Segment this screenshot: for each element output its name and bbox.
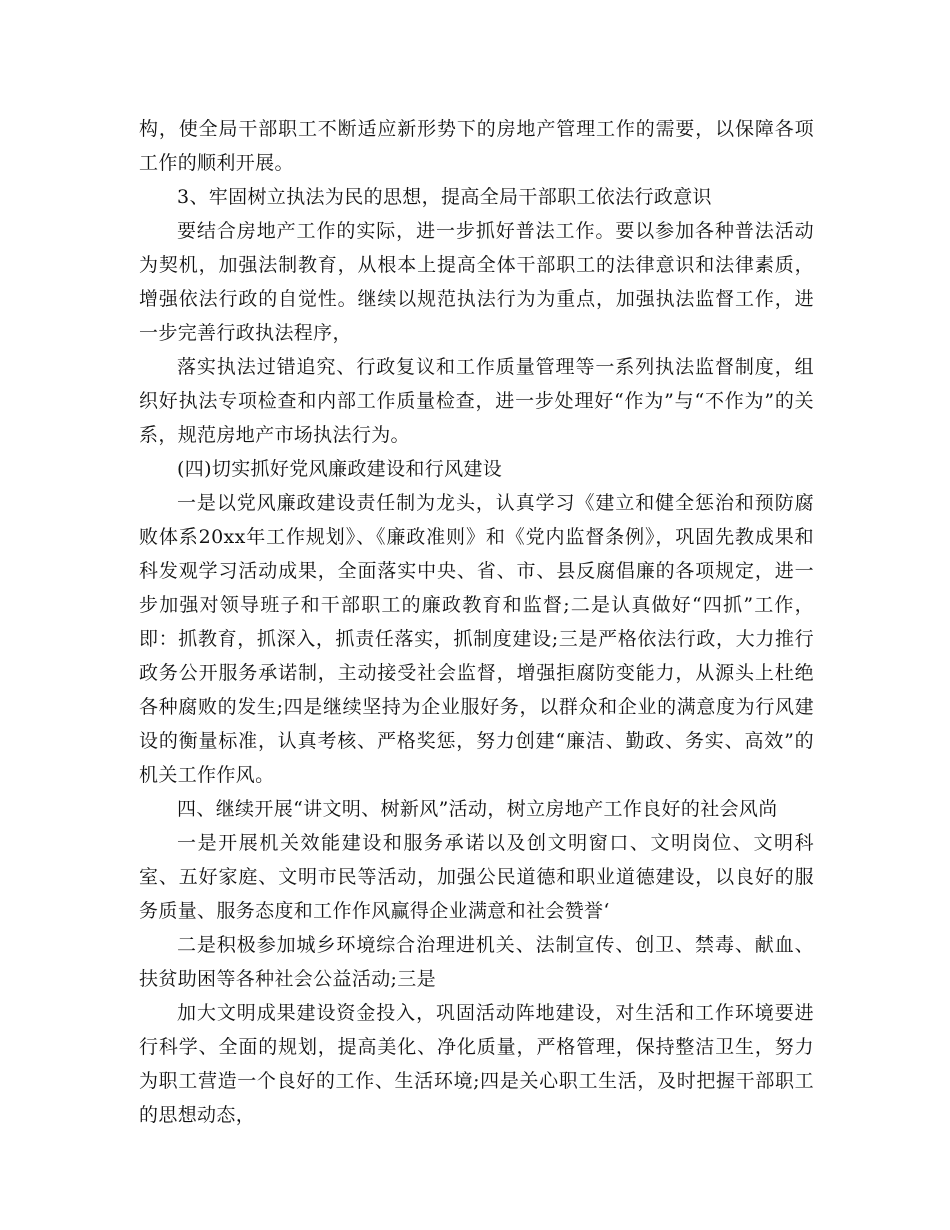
paragraph: 一是以党风廉政建设责任制为龙头，认真学习《建立和健全惩治和预防腐败体系20xx年工作规划》、《廉政准则》和《党内监督条例》，巩固先教成果和科发观学习活动成果，全面落实中央、省、市、县反腐倡廉的各项规定，进一步加强对领导班子和干部职工的廉政教育和监督;二是认真做好“四抓”工作，即：抓教育，抓深入，抓责任落实，抓制度建设;三是严格依法行政，大力推行政务公开服务承诺制，主动接受社会监督，增强拒腐防变能力，从源头上杜绝各种腐败的发生;四是继续坚持为企业服好务，以群众和企业的满意度为行风建设的衡量标准，认真考核、严格奖惩，努力创建“廉洁、勤政、务实、高效”的机关工作作风。 — [139, 492, 814, 786]
paragraph: 一是开展机关效能建设和服务承诺以及创文明窗口、文明岗位、文明科室、五好家庭、文明市民等活动，加强公民道德和职业道德建设，以良好的服务质量、服务态度和工作作风赢得企业满意和社会赞誉‘ — [139, 832, 814, 922]
document-body — [139, 112, 814, 1132]
section-heading-3: 3、牢固树立执法为民的思想，提高全局干部职工依法行政意识 — [177, 186, 712, 208]
section-heading-four: 四、继续开展“讲文明、树新风”活动，树立房地产工作良好的社会风尚 — [177, 798, 778, 820]
paragraph: 加大文明成果建设资金投入，巩固活动阵地建设，对生活和工作环境要进行科学、全面的规划，提高美化、净化质量，严格管理，保持整洁卫生，努力为职工营造一个良好的工作、生活环境;四是关心职工生活，及时把握干部职工的思想动态， — [139, 1002, 814, 1126]
section-heading-4: (四)切实抓好党风廉政建设和行风建设 — [177, 458, 503, 480]
paragraph: 要结合房地产工作的实际，进一步抓好普法工作。要以参加各种普法活动为契机，加强法制教育，从根本上提高全体干部职工的法律意识和法律素质，增强依法行政的自觉性。继续以规范执法行为为重点，加强执法监督工作，进一步完善行政执法程序， — [139, 220, 814, 344]
paragraph: 落实执法过错追究、行政复议和工作质量管理等一系列执法监督制度，组织好执法专项检查和内部工作质量检查，进一步处理好“作为”与“不作为”的关系，规范房地产市场执法行为。 — [139, 356, 814, 446]
paragraph: 二是积极参加城乡环境综合治理进机关、法制宣传、创卫、禁毒、献血、扶贫助困等各种社会公益活动;三是 — [139, 934, 814, 990]
paragraph-continuation: 构，使全局干部职工不断适应新形势下的房地产管理工作的需要，以保障各项工作的顺利开展。 — [139, 118, 814, 174]
